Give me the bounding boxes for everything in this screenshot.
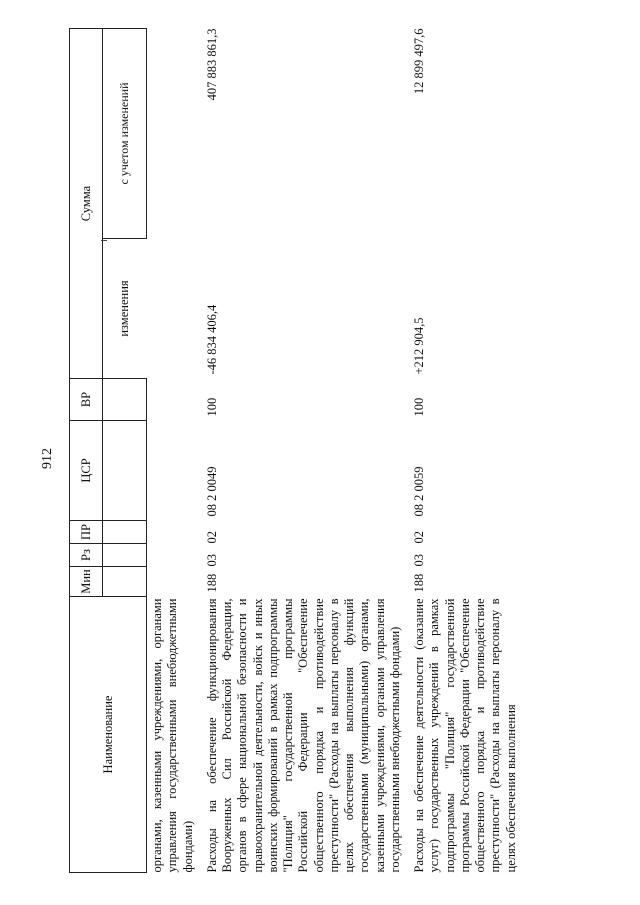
table-row [202, 29, 409, 873]
header-rz: Рз [70, 544, 103, 567]
row-total [147, 29, 202, 239]
row-pr: 02 [204, 531, 219, 544]
row-change: -46 834 406,4 [204, 304, 219, 375]
blank-cell [103, 567, 147, 597]
header-sum: Сумма [70, 29, 103, 379]
row-total: 12 899 497,6 [412, 28, 426, 95]
row-rz: 03 [204, 554, 219, 567]
blank-cell [103, 421, 147, 521]
row-vr [147, 379, 202, 421]
header-total: с учетом изменений [103, 29, 147, 239]
row-name: Расходы на обеспечение функционирования Вооруженных Сил Российской Федерации, органов в сфере национальной безопасности и правоохранительной деятельности, войск и иных воинских формирований в рамках подпрограммы "Полиция" государственной программы Российской Федерации "Обеспечение общественного порядка и противодействие преступности" (Расходы на выплаты персоналу в целях обеспечения выполнения функций государственными (муниципальными) органами, казенными учреждениями, органами управления государственными внебюджетными фондами) [204, 598, 402, 873]
header-pr: ПР [70, 521, 103, 544]
header-row [70, 29, 103, 873]
column-tick-mark [101, 240, 107, 241]
row-name: Расходы на обеспечение деятельности (оказание услуг) государственных учреждений в рамках подпрограммы "Полиция" государственной программы Российской Федерации "Обеспечение общественного порядка и противодействие преступности" (Расходы на выплаты персоналу в целях обеспечения выполнения [412, 598, 518, 873]
row-min: 188 [204, 573, 219, 593]
blank-cell [103, 379, 147, 421]
row-change [147, 239, 202, 379]
row-total: 407 883 861,3 [204, 28, 219, 101]
page-number: 912 [40, 448, 55, 469]
budget-table [69, 28, 525, 873]
row-rz: 03 [412, 554, 426, 567]
blank-cell [103, 544, 147, 567]
row-csr: 08 2 0059 [412, 466, 426, 517]
header-vr: ВР [70, 379, 103, 421]
table-row [409, 29, 525, 873]
header-name: Наименование [70, 597, 147, 873]
row-pr: 02 [412, 531, 426, 544]
header-change: изменения [103, 239, 147, 379]
row-csr [147, 421, 202, 521]
header-csr: ЦСР [70, 421, 103, 521]
row-name: органами, казенными учреждениями, органами управления государственными внебюджетными фондами) [150, 598, 195, 873]
row-csr: 08 2 0049 [204, 466, 219, 517]
row-min: 188 [412, 573, 426, 593]
header-min: Мин [70, 567, 103, 597]
row-min [147, 567, 202, 597]
row-rz [147, 544, 202, 567]
row-vr: 100 [412, 397, 426, 417]
row-vr: 100 [204, 397, 219, 417]
row-pr [147, 521, 202, 544]
blank-cell [103, 521, 147, 544]
row-change: +212 904,5 [412, 317, 426, 375]
table-row [147, 29, 202, 873]
